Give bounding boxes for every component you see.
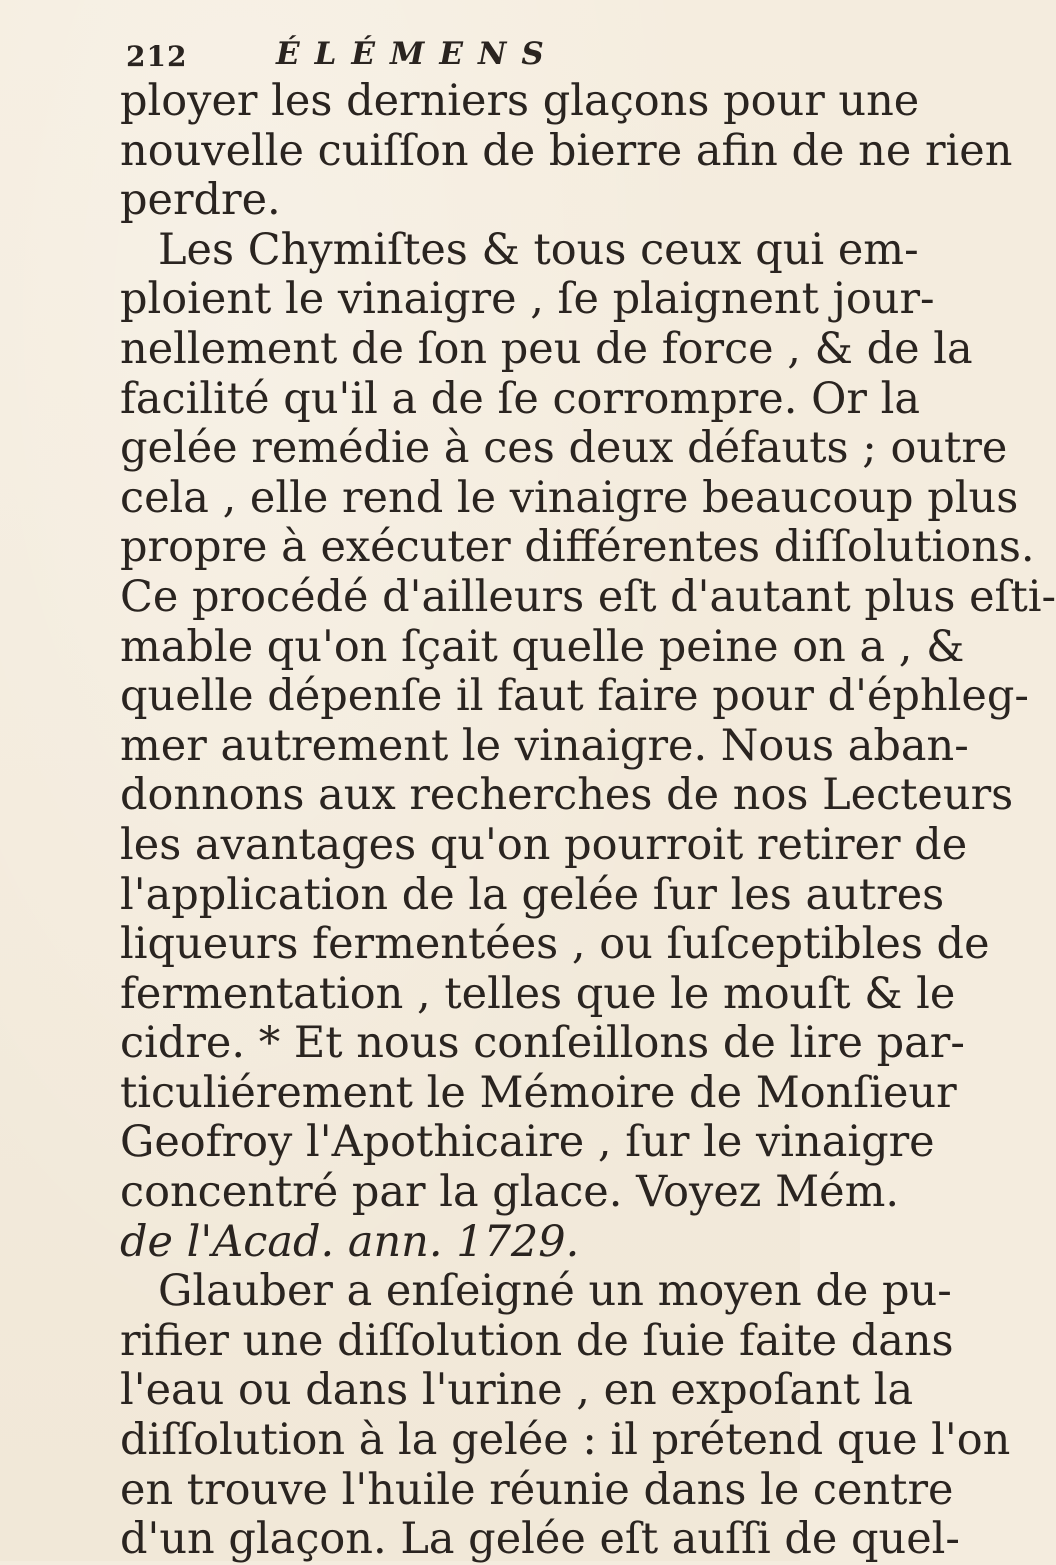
text-line: gelée remédie à ces deux défauts ; outre: [120, 423, 1008, 474]
text-line: ploient le vinaigre , ſe plaignent jour-: [120, 274, 935, 325]
text-line: Geofroy l'Apothicaire , ſur le vinaigre: [120, 1117, 935, 1168]
text-line: nellement de ſon peu de force , & de la: [120, 323, 973, 374]
page-number: 212: [126, 40, 188, 73]
text-line: en trouve l'huile réunie dans le centre: [120, 1464, 954, 1515]
text-line: quelle dépenſe il faut faire pour d'éphleg-: [120, 671, 1029, 722]
text-line: l'eau ou dans l'urine , en expoſant la: [120, 1365, 914, 1416]
text-line: cidre. * Et nous conſeillons de lire par-: [120, 1018, 965, 1069]
paragraph-start-line: Glauber a enſeigné un moyen de pu-: [158, 1266, 952, 1317]
text-line: ticuliérement le Mémoire de Monſieur: [120, 1067, 957, 1118]
text-line: mer autrement le vinaigre. Nous aban-: [120, 720, 969, 771]
text-line: donnons aux recherches de nos Lecteurs: [120, 770, 1014, 821]
text-line: rifier une diſſolution de ſuie faite dans: [120, 1315, 954, 1366]
text-line: perdre.: [120, 175, 281, 226]
text-line: Ce procédé d'ailleurs eſt d'autant plus eſti-: [120, 571, 1056, 622]
text-line: fermentation , telles que le mouſt & le: [120, 968, 956, 1019]
text-line: diſſolution à la gelée : il prétend que l'on: [120, 1415, 1011, 1466]
text-line: cela , elle rend le vinaigre beaucoup plus: [120, 472, 1019, 523]
paragraph-start-line: Les Chymiſtes & tous ceux qui em-: [158, 224, 919, 275]
body-text: [120, 76, 1056, 1565]
text-line: facilité qu'il a de ſe corrompre. Or la: [120, 373, 920, 424]
citation-line: de l'Acad. ann. 1729.: [120, 1216, 580, 1267]
text-line: propre à exécuter différentes diſſolutions.: [120, 522, 1035, 573]
text-line: concentré par la glace. Voyez Mém.: [120, 1167, 900, 1218]
text-line: nouvelle cuiſſon de bierre afin de ne rien: [120, 125, 1013, 176]
text-line: l'application de la gelée ſur les autres: [120, 869, 945, 920]
text-line: ployer les derniers glaçons pour une: [120, 76, 920, 126]
running-title: ÉLÉMENS: [276, 36, 559, 72]
text-line: mable qu'on ſçait quelle peine on a , &: [120, 621, 965, 672]
text-line: d'un glaçon. La gelée eſt auſſi de quel-: [120, 1514, 960, 1565]
text-line: liqueurs fermentées , ou ſuſceptibles de: [120, 919, 990, 970]
text-line: les avantages qu'on pourroit retirer de: [120, 819, 968, 870]
